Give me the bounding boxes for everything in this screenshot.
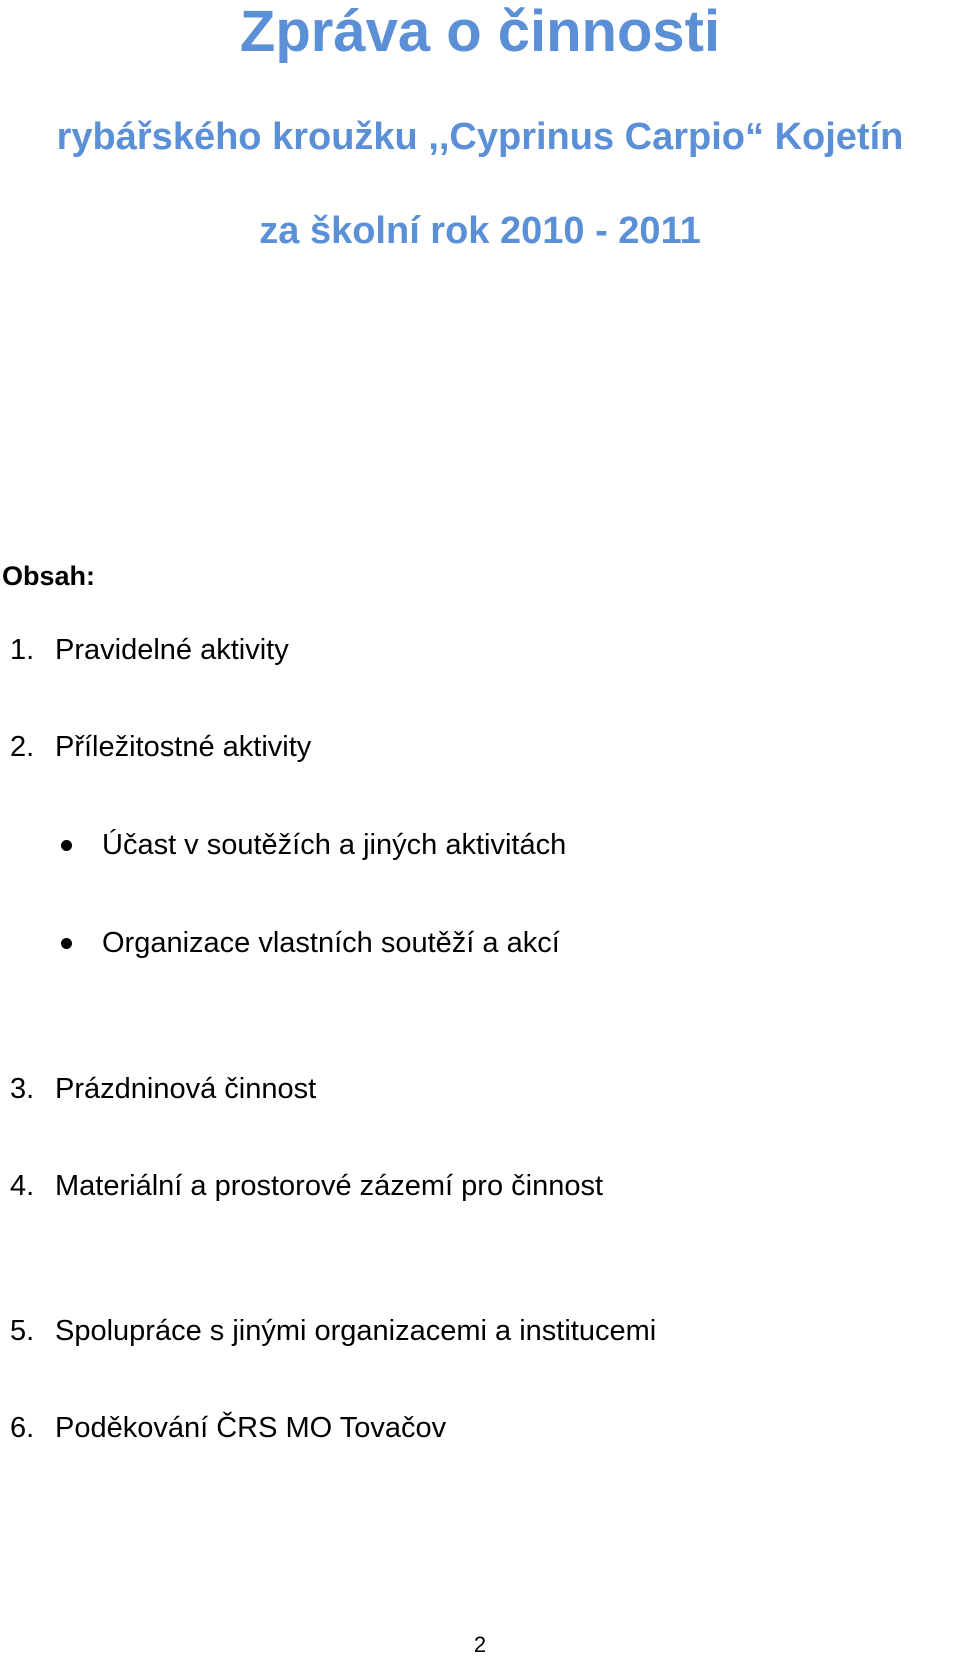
toc-subitem-1 [56,827,566,863]
toc-heading: Obsah: [2,561,96,591]
toc-item-label: Spolupráce s jinými organizacemi a institucemi [55,1315,657,1347]
toc-item-number: 5. [10,1315,35,1347]
toc-item-label: Poděkování ČRS MO Tovačov [55,1412,447,1444]
toc-item-6 [10,1410,446,1446]
document-title: Zpráva o činnosti [239,0,721,64]
toc-item-number: 1. [10,634,35,666]
toc-item-label: Prázdninová činnost [55,1073,317,1105]
document-subtitle-club: rybářského kroužku ,,Cyprinus Carpio“ Kojetín [56,116,904,158]
toc-item-number: 3. [10,1073,35,1105]
toc-item-label: Materiální a prostorové zázemí pro činnost [55,1170,604,1202]
toc-item-number: 2. [10,731,35,763]
toc-subitem-label: Účast v soutěžích a jiných aktivitách [102,829,567,861]
toc-item-label: Pravidelné aktivity [55,634,289,666]
toc-item-5 [10,1313,656,1349]
toc-item-4 [10,1168,603,1204]
page-number: 2 [473,1632,487,1657]
toc-item-3 [10,1071,316,1107]
toc-subitem-2 [56,925,560,961]
toc-item-number: 4. [10,1170,35,1202]
toc-subitem-label: Organizace vlastních soutěží a akcí [102,927,560,959]
toc-item-label: Příležitostné aktivity [55,731,312,763]
toc-item-1 [10,632,289,668]
bullet-icon [61,840,72,851]
document-subtitle-year: za školní rok 2010 - 2011 [259,210,701,252]
toc-item-2 [10,729,311,765]
toc-item-number: 6. [10,1412,35,1444]
bullet-icon [61,938,72,949]
